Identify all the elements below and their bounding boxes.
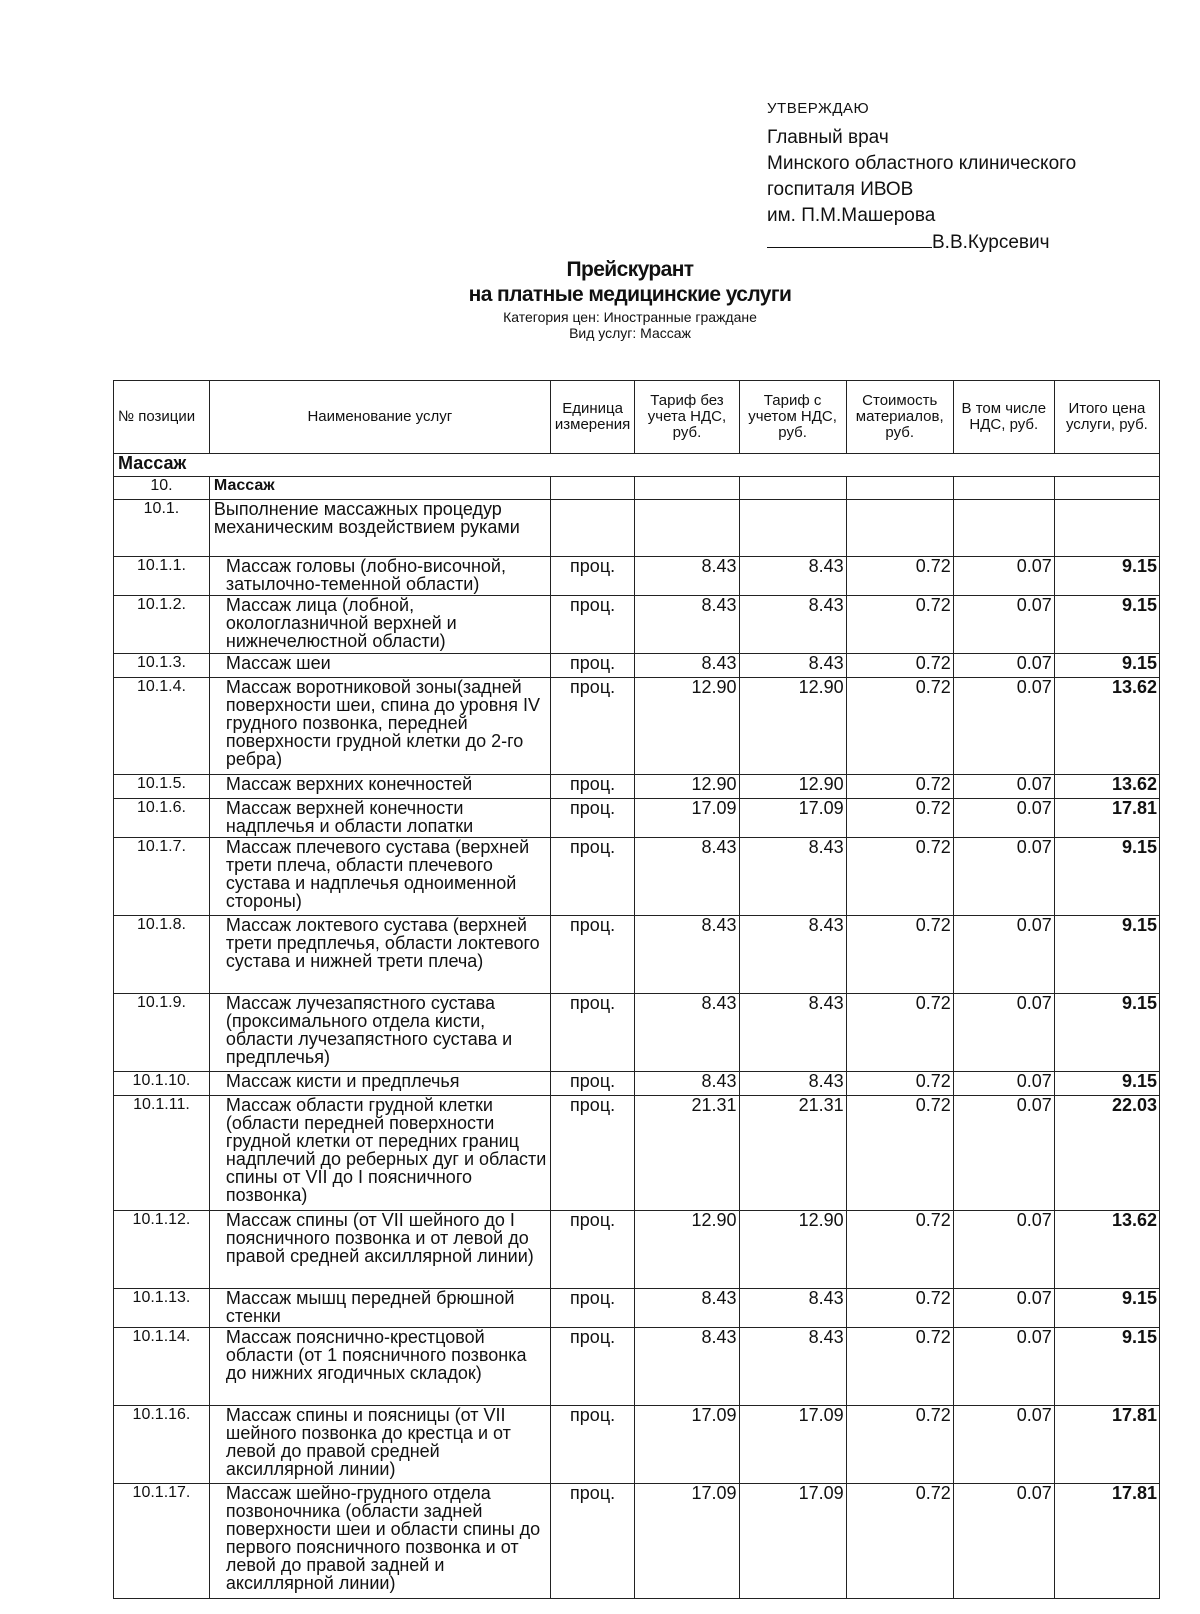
row-tariff-vat: 8.43 — [739, 654, 846, 678]
row-tariff-vat: 17.09 — [739, 1484, 846, 1599]
row-vat: 0.07 — [953, 1289, 1054, 1328]
row-unit: проц. — [550, 838, 635, 916]
table-row — [114, 1328, 1160, 1406]
row-vat: 0.07 — [953, 1096, 1054, 1211]
row-position: 10.1.7. — [114, 838, 210, 916]
row-position: 10.1.10. — [114, 1072, 210, 1096]
row-service-name: Массаж головы (лобно-височной, затылочно-теменной области) — [209, 557, 550, 596]
row-tariff-vat: 8.43 — [739, 596, 846, 654]
row-tariff: 8.43 — [635, 1289, 739, 1328]
row-vat: 0.07 — [953, 1328, 1054, 1406]
approval-line-4: им. П.М.Машерова — [767, 205, 936, 226]
row-tariff: 8.43 — [635, 994, 739, 1072]
row-service-name: Массаж плечевого сустава (верхней трети плеча, области плечевого сустава и надплечья одноименной стороны) — [209, 838, 550, 916]
row-unit: проц. — [550, 557, 635, 596]
approval-block — [767, 100, 1187, 256]
row-vat: 0.07 — [953, 654, 1054, 678]
row-vat: 0.07 — [953, 1211, 1054, 1289]
row-unit: проц. — [550, 1328, 635, 1406]
document-title: Прейскурант — [566, 258, 694, 281]
row-position: 10.1.11. — [114, 1096, 210, 1211]
subsection-row — [114, 500, 1160, 557]
row-service-name: Массаж области грудной клетки (области передней поверхности грудной клетки от передних границ надплечий до реберных дуг и области спины от VII до I поясничного позвонка) — [209, 1096, 550, 1211]
subsection-pos: 10.1. — [114, 500, 210, 557]
row-total: 9.15 — [1054, 1072, 1159, 1096]
row-materials: 0.72 — [846, 994, 953, 1072]
row-total: 9.15 — [1054, 596, 1159, 654]
row-vat: 0.07 — [953, 557, 1054, 596]
row-tariff-vat: 8.43 — [739, 1289, 846, 1328]
row-vat: 0.07 — [953, 916, 1054, 994]
header-service-name: Наименование услуг — [209, 381, 550, 454]
row-unit: проц. — [550, 916, 635, 994]
row-materials: 0.72 — [846, 1096, 953, 1211]
row-position: 10.1.13. — [114, 1289, 210, 1328]
service-type: Вид услуг: Массаж — [569, 325, 691, 341]
row-tariff-vat: 8.43 — [739, 838, 846, 916]
row-unit: проц. — [550, 799, 635, 838]
table-header-row — [114, 381, 1160, 454]
row-total: 9.15 — [1054, 916, 1159, 994]
signature-blank — [767, 229, 932, 248]
row-unit: проц. — [550, 1289, 635, 1328]
row-service-name: Массаж пояснично-крестцовой области (от 1 поясничного позвонка до нижних ягодичных складок) — [209, 1328, 550, 1406]
row-tariff-vat: 8.43 — [739, 1072, 846, 1096]
row-tariff: 12.90 — [635, 1211, 739, 1289]
subsection-name: Выполнение массажных процедур механическим воздействием руками — [209, 500, 550, 557]
row-total: 9.15 — [1054, 557, 1159, 596]
row-tariff-vat: 12.90 — [739, 678, 846, 775]
row-vat: 0.07 — [953, 1484, 1054, 1599]
row-position: 10.1.6. — [114, 799, 210, 838]
row-tariff: 8.43 — [635, 1072, 739, 1096]
row-total: 17.81 — [1054, 1406, 1159, 1484]
row-tariff-vat: 17.09 — [739, 799, 846, 838]
table-row — [114, 916, 1160, 994]
row-total: 9.15 — [1054, 654, 1159, 678]
table-row — [114, 1289, 1160, 1328]
header-materials: Стоимость материалов, руб. — [846, 381, 953, 454]
row-materials: 0.72 — [846, 557, 953, 596]
table-row — [114, 678, 1160, 775]
section-name: Массаж — [209, 477, 550, 500]
row-service-name: Массаж локтевого сустава (верхней трети предплечья, области локтевого сустава и нижней трети плеча) — [209, 916, 550, 994]
row-tariff-vat: 8.43 — [739, 916, 846, 994]
header-position: № позиции — [114, 381, 210, 454]
row-service-name: Массаж шейно-грудного отдела позвоночника (области задней поверхности шеи и области спины до первого поясничного позвонка и от левой до правой задней и аксиллярной линии) — [209, 1484, 550, 1599]
row-unit: проц. — [550, 1096, 635, 1211]
row-position: 10.1.3. — [114, 654, 210, 678]
signature-line — [767, 229, 1187, 256]
row-materials: 0.72 — [846, 1289, 953, 1328]
row-total: 9.15 — [1054, 1328, 1159, 1406]
row-total: 13.62 — [1054, 678, 1159, 775]
row-materials: 0.72 — [846, 1328, 953, 1406]
header-vat: В том числе НДС, руб. — [953, 381, 1054, 454]
row-unit: проц. — [550, 596, 635, 654]
header-tariff-vat: Тариф с учетом НДС, руб. — [739, 381, 846, 454]
table-row — [114, 1211, 1160, 1289]
row-unit: проц. — [550, 1484, 635, 1599]
row-service-name: Массаж спины (от VII шейного до I поясничного позвонка и от левой до правой средней аксиллярной линии) — [209, 1211, 550, 1289]
section-pos: 10. — [114, 477, 210, 500]
row-total: 17.81 — [1054, 1484, 1159, 1599]
table-row — [114, 1096, 1160, 1211]
row-position: 10.1.17. — [114, 1484, 210, 1599]
row-materials: 0.72 — [846, 799, 953, 838]
price-category: Категория цен: Иностранные граждане — [503, 309, 757, 325]
table-row — [114, 838, 1160, 916]
row-total: 9.15 — [1054, 838, 1159, 916]
row-service-name: Массаж кисти и предплечья — [209, 1072, 550, 1096]
row-materials: 0.72 — [846, 1484, 953, 1599]
row-vat: 0.07 — [953, 1072, 1054, 1096]
row-materials: 0.72 — [846, 678, 953, 775]
row-unit: проц. — [550, 775, 635, 799]
row-tariff: 12.90 — [635, 678, 739, 775]
row-tariff-vat: 8.43 — [739, 994, 846, 1072]
row-service-name: Массаж спины и поясницы (от VII шейного позвонка до крестца и от левой до правой средней аксиллярной линии) — [209, 1406, 550, 1484]
row-position: 10.1.4. — [114, 678, 210, 775]
row-position: 10.1.8. — [114, 916, 210, 994]
row-unit: проц. — [550, 1211, 635, 1289]
table-row — [114, 1072, 1160, 1096]
row-unit: проц. — [550, 1072, 635, 1096]
row-service-name: Массаж лучезапястного сустава (проксимального отдела кисти, области лучезапястного сустава и предплечья) — [209, 994, 550, 1072]
header-tariff: Тариф без учета НДС, руб. — [635, 381, 739, 454]
row-materials: 0.72 — [846, 1211, 953, 1289]
row-position: 10.1.16. — [114, 1406, 210, 1484]
category-label: Массаж — [114, 454, 1160, 477]
table-row — [114, 654, 1160, 678]
row-total: 22.03 — [1054, 1096, 1159, 1211]
row-materials: 0.72 — [846, 1406, 953, 1484]
row-materials: 0.72 — [846, 596, 953, 654]
price-table — [113, 380, 1160, 1599]
row-tariff: 17.09 — [635, 1406, 739, 1484]
table-row — [114, 557, 1160, 596]
row-tariff: 8.43 — [635, 654, 739, 678]
row-tariff: 17.09 — [635, 799, 739, 838]
row-unit: проц. — [550, 654, 635, 678]
row-position: 10.1.9. — [114, 994, 210, 1072]
approval-line-3: госпиталя ИВОВ — [767, 179, 914, 200]
table-row — [114, 1484, 1160, 1599]
row-tariff: 21.31 — [635, 1096, 739, 1211]
row-materials: 0.72 — [846, 654, 953, 678]
row-total: 13.62 — [1054, 1211, 1159, 1289]
row-materials: 0.72 — [846, 775, 953, 799]
row-tariff: 8.43 — [635, 1328, 739, 1406]
row-materials: 0.72 — [846, 1072, 953, 1096]
row-tariff-vat: 8.43 — [739, 1328, 846, 1406]
table-row — [114, 994, 1160, 1072]
row-service-name: Массаж верхней конечности надплечья и области лопатки — [209, 799, 550, 838]
row-tariff-vat: 21.31 — [739, 1096, 846, 1211]
header-unit: Единица измерения — [550, 381, 635, 454]
row-service-name: Массаж верхних конечностей — [209, 775, 550, 799]
row-vat: 0.07 — [953, 838, 1054, 916]
table-row — [114, 775, 1160, 799]
row-vat: 0.07 — [953, 799, 1054, 838]
row-tariff: 8.43 — [635, 557, 739, 596]
row-service-name: Массаж воротниковой зоны(задней поверхности шеи, спина до уровня IV грудного позвонка, передней поверхности грудной клетки до 2-го ребра) — [209, 678, 550, 775]
row-unit: проц. — [550, 678, 635, 775]
document-subtitle: на платные медицинские услуги — [468, 283, 792, 306]
row-tariff: 17.09 — [635, 1484, 739, 1599]
category-row — [114, 454, 1160, 477]
row-unit: проц. — [550, 994, 635, 1072]
row-service-name: Массаж лица (лобной, окологлазничной верхней и нижнечелюстной области) — [209, 596, 550, 654]
row-materials: 0.72 — [846, 916, 953, 994]
row-tariff: 12.90 — [635, 775, 739, 799]
row-vat: 0.07 — [953, 775, 1054, 799]
document-titles — [0, 257, 1200, 341]
row-tariff-vat: 8.43 — [739, 557, 846, 596]
row-total: 17.81 — [1054, 799, 1159, 838]
row-service-name: Массаж мышц передней брюшной стенки — [209, 1289, 550, 1328]
row-service-name: Массаж шеи — [209, 654, 550, 678]
row-tariff-vat: 12.90 — [739, 1211, 846, 1289]
section-row — [114, 477, 1160, 500]
row-vat: 0.07 — [953, 1406, 1054, 1484]
header-total: Итого цена услуги, руб. — [1054, 381, 1159, 454]
row-position: 10.1.2. — [114, 596, 210, 654]
row-total: 9.15 — [1054, 1289, 1159, 1328]
row-tariff: 8.43 — [635, 596, 739, 654]
row-total: 13.62 — [1054, 775, 1159, 799]
row-vat: 0.07 — [953, 596, 1054, 654]
row-tariff-vat: 12.90 — [739, 775, 846, 799]
row-position: 10.1.1. — [114, 557, 210, 596]
row-unit: проц. — [550, 1406, 635, 1484]
table-row — [114, 1406, 1160, 1484]
table-row — [114, 596, 1160, 654]
row-tariff: 8.43 — [635, 916, 739, 994]
row-materials: 0.72 — [846, 838, 953, 916]
row-vat: 0.07 — [953, 678, 1054, 775]
row-vat: 0.07 — [953, 994, 1054, 1072]
approval-line-2: Минского областного клинического — [767, 153, 1077, 174]
row-position: 10.1.12. — [114, 1211, 210, 1289]
row-position: 10.1.5. — [114, 775, 210, 799]
row-position: 10.1.14. — [114, 1328, 210, 1406]
approval-heading: УТВЕРЖДАЮ — [767, 100, 870, 117]
row-total: 9.15 — [1054, 994, 1159, 1072]
row-tariff: 8.43 — [635, 838, 739, 916]
table-row — [114, 799, 1160, 838]
approval-line-1: Главный врач — [767, 127, 889, 148]
signatory-name: В.В.Курсевич — [932, 232, 1050, 253]
row-tariff-vat: 17.09 — [739, 1406, 846, 1484]
